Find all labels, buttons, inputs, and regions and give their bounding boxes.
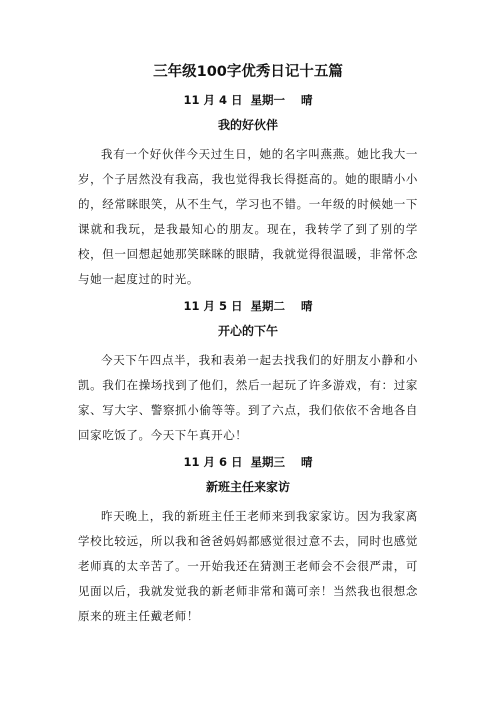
entry-date: 11 月 5 日 星期二 晴 — [183, 299, 313, 313]
entry-title: 我的好伙伴 — [217, 118, 278, 132]
entry-body: 今天下午四点半，我和表弟一起去找我们的好朋友小静和小凯。我们在操场找到了他们，然后一起玩了许多游戏，有：过家家、写大字、警察抓小偷等等。到了六点，我们依依不舍地各自回家吃饭了。今天下午真开心！ — [78, 353, 418, 442]
entry-title: 新班主任来家访 — [205, 480, 290, 494]
diary-entry — [78, 92, 418, 292]
entry-date: 11 月 4 日 星期一 晴 — [183, 93, 313, 107]
diary-entry — [78, 454, 418, 629]
document-title: 三年级100字优秀日记十五篇 — [153, 64, 343, 80]
entry-title: 开心的下午 — [217, 324, 278, 338]
entry-body: 昨天晚上，我的新班主任王老师来到我家家访。因为我家离学校比较远，所以我和爸爸妈妈都感觉很过意不去，同时也感觉老师真的太辛苦了。一开始我还在猜测王老师会不会很严肃，可见面以后，我就发觉我的新老师非常和蔼可亲！当然我也很想念原来的班主任戴老师！ — [78, 509, 418, 623]
entry-date: 11 月 6 日 星期三 晴 — [183, 455, 313, 469]
entry-body: 我有一个好伙伴今天过生日，她的名字叫燕燕。她比我大一岁，个子居然没有我高，我也觉得我长得挺高的。她的眼睛小小的，经常眯眼笑，从不生气，学习也不错。一年级的时候她一下课就和我玩，是我最知心的朋友。现在，我转学了到了别的学校，但一回想起她那笑眯眯的眼睛，我就觉得很温暖，非常怀念与她一起度过的时光。 — [78, 147, 418, 286]
diary-entry — [78, 298, 418, 448]
